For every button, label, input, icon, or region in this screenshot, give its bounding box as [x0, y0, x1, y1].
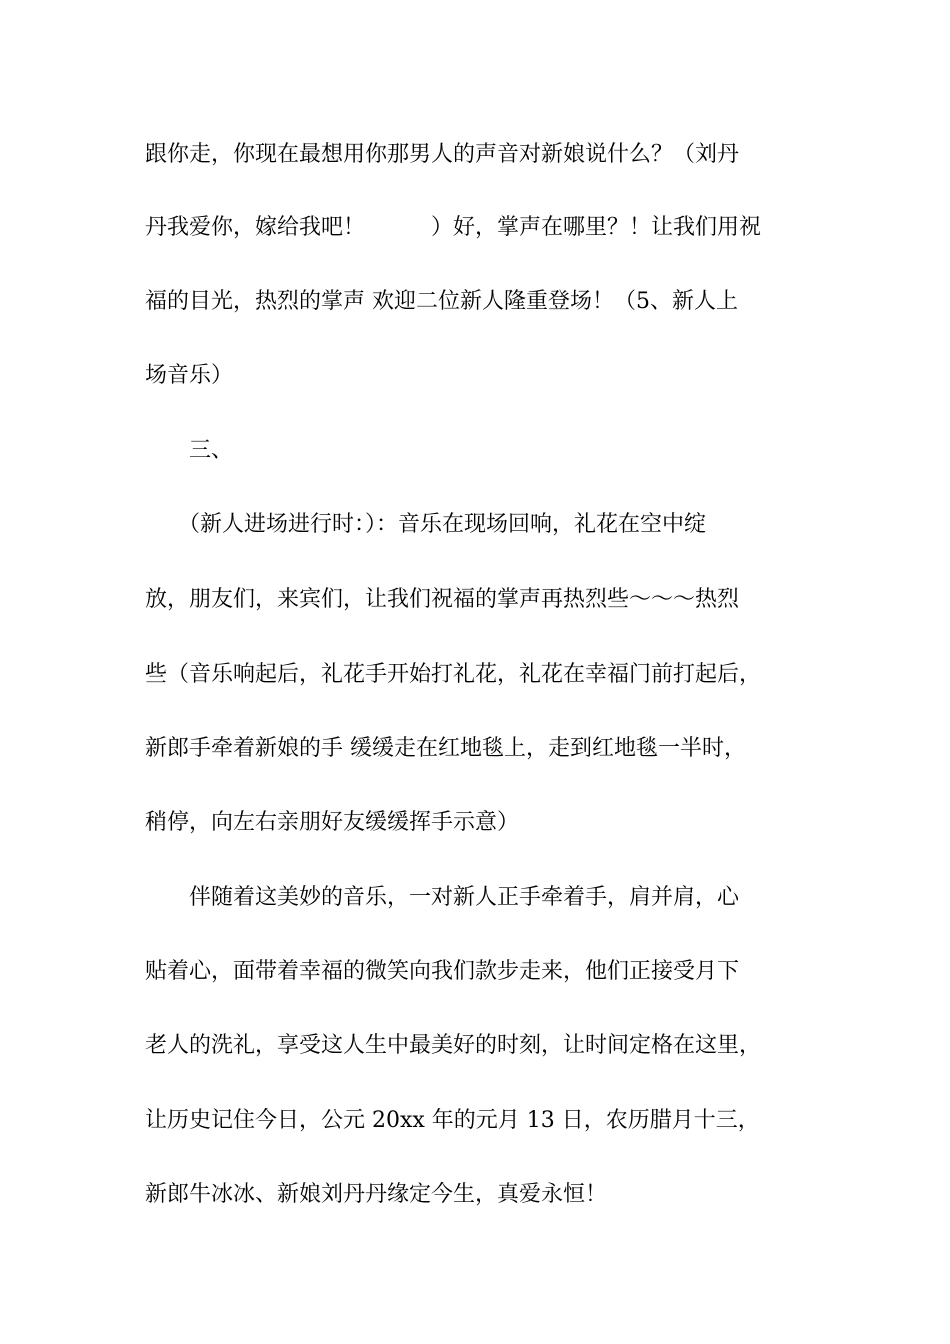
text-line: 新郎手牵着新娘的手 缓缓走在红地毯上，走到红地毯一半时，	[145, 736, 746, 761]
text-line: 老人的洗礼，享受这人生中最美好的时刻，让时间定格在这里，	[145, 1033, 762, 1058]
text-line: 贴着心，面带着幸福的微笑向我们款步走来，他们正接受月下	[145, 959, 740, 984]
section-heading: 三、	[145, 438, 234, 463]
text-line: 伴随着这美妙的音乐，一对新人正手牵着手，肩并肩，心	[145, 885, 740, 910]
text-line: 放，朋友们，来宾们，让我们祝福的掌声再热烈些～～～热烈	[145, 587, 740, 612]
text-line: （新人进场进行时：）：音乐在现场回响，礼花在空中绽	[145, 512, 707, 537]
text-line: 让历史记住今日，公元 20xx 年的元月 13 日，农历腊月十三，	[145, 1108, 760, 1133]
text-line: 稍停，向左右亲朋好友缓缓挥手示意）	[145, 810, 520, 835]
text-line: 福的目光，热烈的掌声 欢迎二位新人隆重登场！（5、新人上	[145, 289, 738, 314]
text-line: 些（音乐响起后，礼花手开始打礼花，礼花在幸福门前打起后，	[145, 662, 762, 687]
text-line: 跟你走，你现在最想用你那男人的声音对新娘说什么？（刘丹	[145, 142, 740, 167]
text-line: 新郎牛冰冰、新娘刘丹丹缘定今生，真爱永恒！	[145, 1182, 608, 1207]
text-line: 场音乐）	[145, 363, 234, 388]
text-line: 丹我爱你，嫁给我吧！ ）好，掌声在哪里？！让我们用祝	[145, 215, 762, 240]
